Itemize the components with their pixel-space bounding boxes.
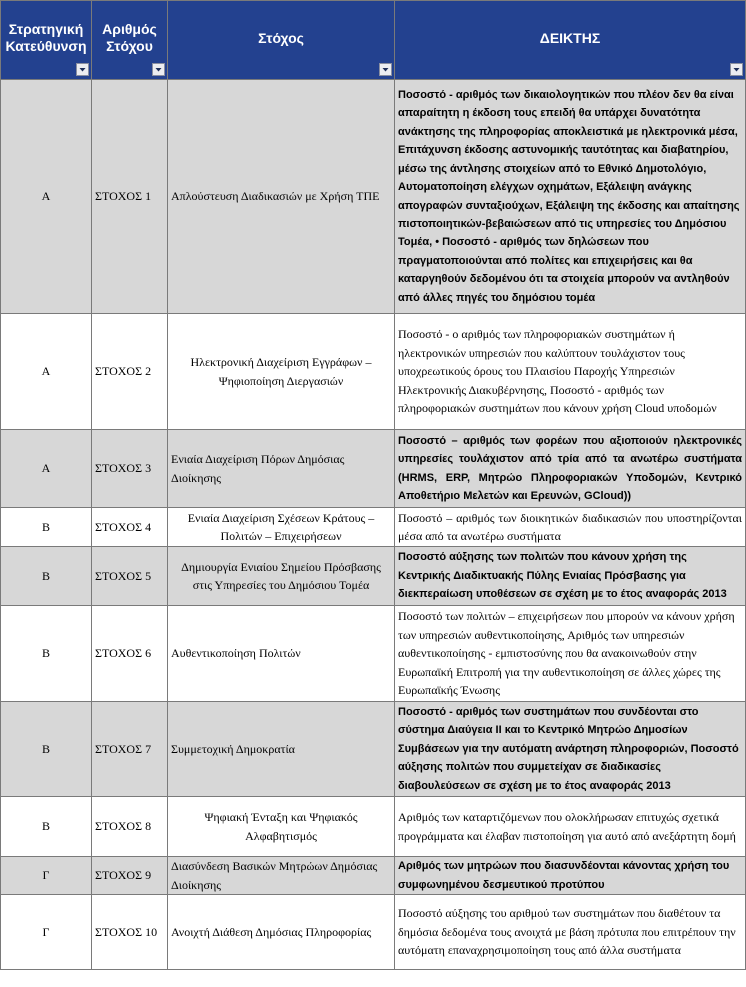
- header-indicators: [395, 1, 746, 80]
- indicator-cell: Ποσοστό – αριθμός των διοικητικών διαδικασιών που υποστηρίζονται μέσα από τα ανωτέρω συστήματα: [395, 508, 746, 547]
- table-row: [1, 80, 746, 314]
- strategic-cell: Β: [1, 508, 92, 547]
- goal-cell: Αυθεντικοποίηση Πολιτών: [168, 606, 395, 702]
- header-indicators-label: ΔΕΙΚΤΗΣ: [539, 29, 601, 46]
- table-row: [1, 430, 746, 508]
- strategic-cell: Β: [1, 606, 92, 702]
- indicator-cell: Ποσοστό αύξησης του αριθμού των συστημάτων που διαθέτουν τα δημόσια δεδομένα τους ανοιχτά με βάση πρότυπα που επιτρέπουν την αυτόματη επαναχρησιμοποίηση τους από άλλα συστήματα: [395, 895, 746, 970]
- goal-number-cell: ΣΤΟΧΟΣ 5: [92, 547, 168, 606]
- goal-number-cell: ΣΤΟΧΟΣ 6: [92, 606, 168, 702]
- header-strategic: [1, 1, 92, 80]
- goal-cell: Ενιαία Διαχείριση Σχέσεων Κράτους – Πολιτών – Επιχειρήσεων: [168, 508, 395, 547]
- strategic-cell: Γ: [1, 857, 92, 895]
- filter-dropdown-strategic[interactable]: [76, 63, 89, 76]
- goal-cell: Δημιουργία Ενιαίου Σημείου Πρόσβασης στις Υπηρεσίες του Δημόσιου Τομέα: [168, 547, 395, 606]
- goal-cell: Ψηφιακή Ένταξη και Ψηφιακός Αλφαβητισμός: [168, 797, 395, 857]
- goal-number-cell: ΣΤΟΧΟΣ 2: [92, 314, 168, 430]
- strategic-cell: Β: [1, 547, 92, 606]
- chevron-down-icon: [731, 64, 742, 75]
- goal-cell: Ηλεκτρονική Διαχείριση Εγγράφων – Ψηφιοποίηση Διεργασιών: [168, 314, 395, 430]
- table-row: [1, 895, 746, 970]
- strategic-cell: Α: [1, 80, 92, 314]
- indicator-cell: Ποσοστό αύξησης των πολιτών που κάνουν χρήση της Κεντρικής Διαδικτυακής Πύλης Ενιαίας Πρόσβασης για διεκπεραίωση υποθέσεων σε σχέση με το έτος αναφοράς 2013: [395, 547, 746, 606]
- strategic-cell: Α: [1, 314, 92, 430]
- chevron-down-icon: [153, 64, 164, 75]
- header-goal: [168, 1, 395, 80]
- goal-number-cell: ΣΤΟΧΟΣ 3: [92, 430, 168, 508]
- strategic-cell: Α: [1, 430, 92, 508]
- indicator-cell: Ποσοστό – αριθμός των φορέων που αξιοποιούν ηλεκτρονικές υπηρεσίες τουλάχιστον από τρία από τα ανωτέρω συστήματα (HRMS, ERP, Μητρώο Πληροφοριακών Υποδομών, Κεντρικό Αποθετήριο Μελετών και Ερευνών, GCloud)): [395, 430, 746, 508]
- table-row: [1, 547, 746, 606]
- goal-number-cell: ΣΤΟΧΟΣ 7: [92, 702, 168, 797]
- goal-number-cell: ΣΤΟΧΟΣ 1: [92, 80, 168, 314]
- indicator-cell: Ποσοστό των πολιτών – επιχειρήσεων που μπορούν να κάνουν χρήση των υπηρεσιών αυθεντικοποίησης, Αριθμός των υπηρεσιών αυθεντικοποίησης - εμπιστοσύνης που θα ανακοινωθούν στην Ευρωπαϊκή Επιτροπή για την αυθεντικοποίηση σε άλλες χώρες της Ευρωπαϊκής Ένωσης: [395, 606, 746, 702]
- goal-cell: Ανοιχτή Διάθεση Δημόσιας Πληροφορίας: [168, 895, 395, 970]
- goal-cell: Διασύνδεση Βασικών Μητρώων Δημόσιας Διοίκησης: [168, 857, 395, 895]
- filter-dropdown-indicators[interactable]: [730, 63, 743, 76]
- header-strategic-label: Στρατηγική Κατεύθυνση: [5, 21, 87, 54]
- chevron-down-icon: [380, 64, 391, 75]
- header-row: [1, 1, 746, 80]
- header-goal-label: Στόχος: [258, 29, 304, 46]
- header-goal-number-label: Αριθμός Στόχου: [102, 21, 157, 54]
- filter-dropdown-goal[interactable]: [379, 63, 392, 76]
- table-row: [1, 702, 746, 797]
- strategic-cell: Β: [1, 702, 92, 797]
- goal-number-cell: ΣΤΟΧΟΣ 10: [92, 895, 168, 970]
- strategic-cell: Β: [1, 797, 92, 857]
- indicator-cell: Αριθμός των μητρώων που διασυνδέονται κάνοντας χρήση του συμφωνημένου δεσμευτικού προτύπου: [395, 857, 746, 895]
- goal-number-cell: ΣΤΟΧΟΣ 4: [92, 508, 168, 547]
- goal-number-cell: ΣΤΟΧΟΣ 9: [92, 857, 168, 895]
- table-row: [1, 606, 746, 702]
- goal-cell: Απλούστευση Διαδικασιών με Χρήση ΤΠΕ: [168, 80, 395, 314]
- table-row: [1, 857, 746, 895]
- strategic-cell: Γ: [1, 895, 92, 970]
- goal-number-cell: ΣΤΟΧΟΣ 8: [92, 797, 168, 857]
- goal-cell: Ενιαία Διαχείριση Πόρων Δημόσιας Διοίκησης: [168, 430, 395, 508]
- indicator-cell: Ποσοστό - αριθμός των συστημάτων που συνδέονται στο σύστημα Διαύγεια ΙΙ και το Κεντρικό Μητρώο Δημοσίων Συμβάσεων για την αυτόματη ανάρτηση πληροφοριών, Ποσοστό αύξησης πολιτών που συμμετείχαν σε διαδικασίες διαβουλεύσεων σε σχέση με το έτος αναφοράς 2013: [395, 702, 746, 797]
- header-goal-number: [92, 1, 168, 80]
- chevron-down-icon: [77, 64, 88, 75]
- table-row: [1, 314, 746, 430]
- table-row: [1, 797, 746, 857]
- indicator-cell: Ποσοστό - αριθμός των δικαιολογητικών που πλέον δεν θα είναι απαραίτητη η έκδοση τους επειδή θα υπάρχει δυνατότητα ανάκτησης της πληροφορίας αποκλειστικά με ηλεκτρονικά μέσα, Επιτάχυνση έκδοσης αστυνομικής ταυτότητας και διαβατηρίου, μέσω της άντλησης στοιχείων από το Εθνικό Δημοτολόγιο, Αυτοματοποίηση ελέγχων οχημάτων, Εξάλειψη ανάγκης απογραφών συνταξιούχων, Εξάλειψη της έκδοσης και απαίτησης πιστοποιητικών-βεβαιώσεων από τις υπηρεσίες του Δημόσιου Τομέα, • Ποσοστό - αριθμός των δηλώσεων που πραγματοποιούνται από πολίτες και επιχειρήσεις και θα καταργηθούν δεδομένου ότι τα στοιχεία μπορούν να αντληθούν από άλλες πηγές του δημόσιου τομέα: [395, 80, 746, 314]
- table-row: [1, 508, 746, 547]
- filter-dropdown-goal-number[interactable]: [152, 63, 165, 76]
- goal-cell: Συμμετοχική Δημοκρατία: [168, 702, 395, 797]
- indicator-cell: Ποσοστό - ο αριθμός των πληροφοριακών συστημάτων ή ηλεκτρονικών υπηρεσιών που καλύπτουν τουλάχιστον τους υποχρεωτικούς όρους του Πλαισίου Παροχής Υπηρεσιών Ηλεκτρονικής Διακυβέρνησης, Ποσοστό - αριθμός των πληροφοριακών συστημάτων που κάνουν χρήση Cloud υποδομών: [395, 314, 746, 430]
- indicator-cell: Αριθμός των καταρτιζόμενων που ολοκλήρωσαν επιτυχώς σχετικά προγράμματα και έλαβαν πιστοποίηση για αυτό από ανεξάρτητη δομή: [395, 797, 746, 857]
